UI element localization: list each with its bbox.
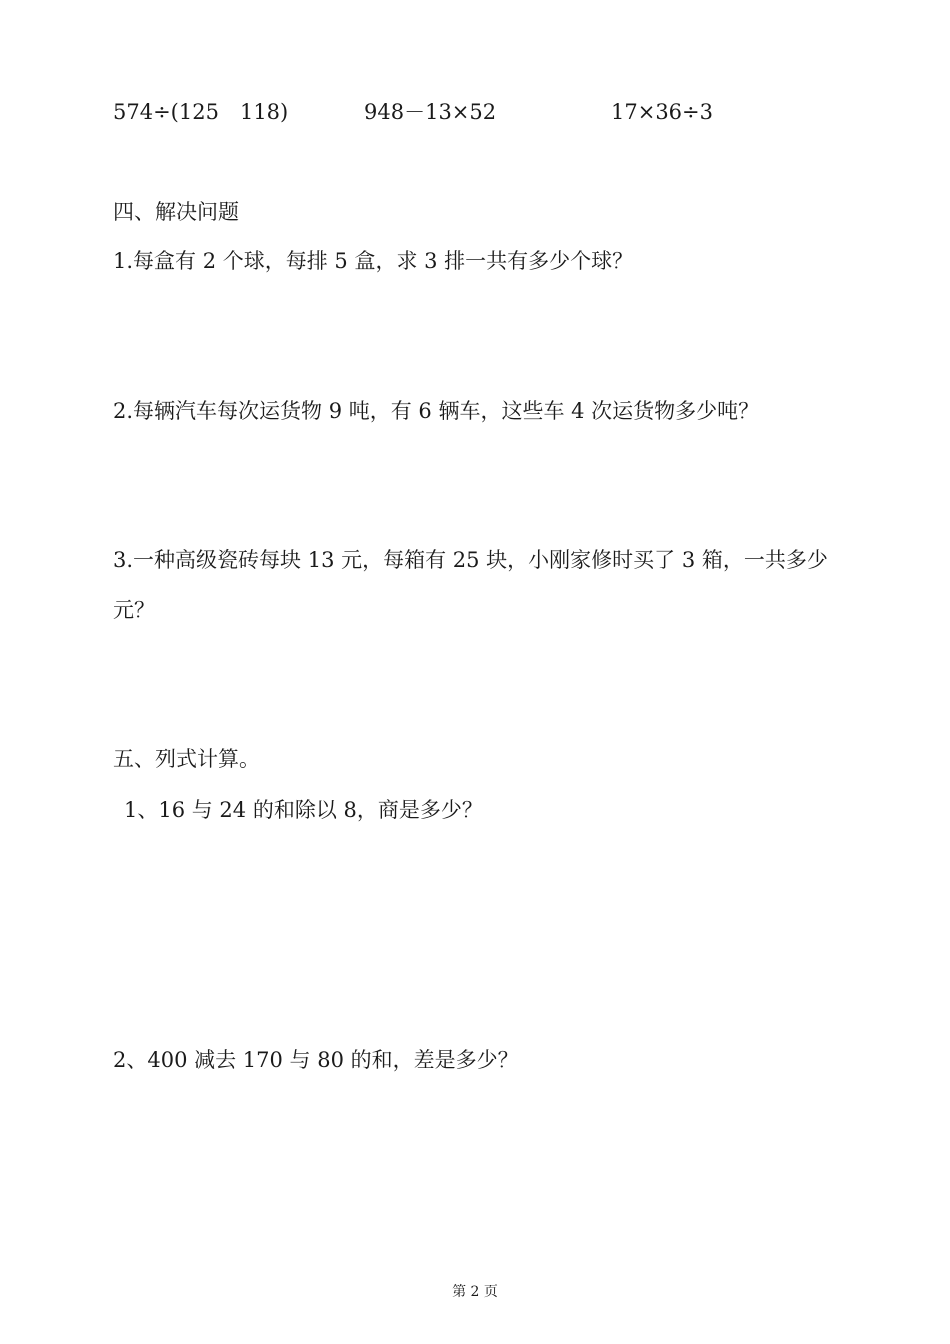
word-problem-3-line-2: 元？ bbox=[113, 598, 155, 622]
word-problem-3-line-1: 3.一种高级瓷砖每块 13 元，每箱有 25 块，小刚家修时买了 3 箱，一共多少 bbox=[113, 548, 828, 572]
section-4-heading: 四、解决问题 bbox=[113, 200, 239, 224]
word-problem-2: 2.每辆汽车每次运货物 9 吨，有 6 辆车，这些车 4 次运货物多少吨？ bbox=[113, 399, 760, 423]
expression-1: 574÷(125 118) bbox=[113, 100, 289, 124]
page-number: 第 2 页 bbox=[452, 1284, 498, 1300]
expression-3: 17×36÷3 bbox=[611, 100, 713, 124]
expression-2: 948－13×52 bbox=[364, 100, 497, 124]
section-5-heading: 五、列式计算。 bbox=[113, 747, 260, 771]
word-problem-1: 1.每盒有 2 个球，每排 5 盒，求 3 排一共有多少个球？ bbox=[113, 249, 634, 273]
calculation-problem-1: 1、16 与 24 的和除以 8，商是多少？ bbox=[124, 798, 483, 822]
calculation-problem-2: 2、400 减去 170 与 80 的和，差是多少？ bbox=[113, 1048, 519, 1072]
